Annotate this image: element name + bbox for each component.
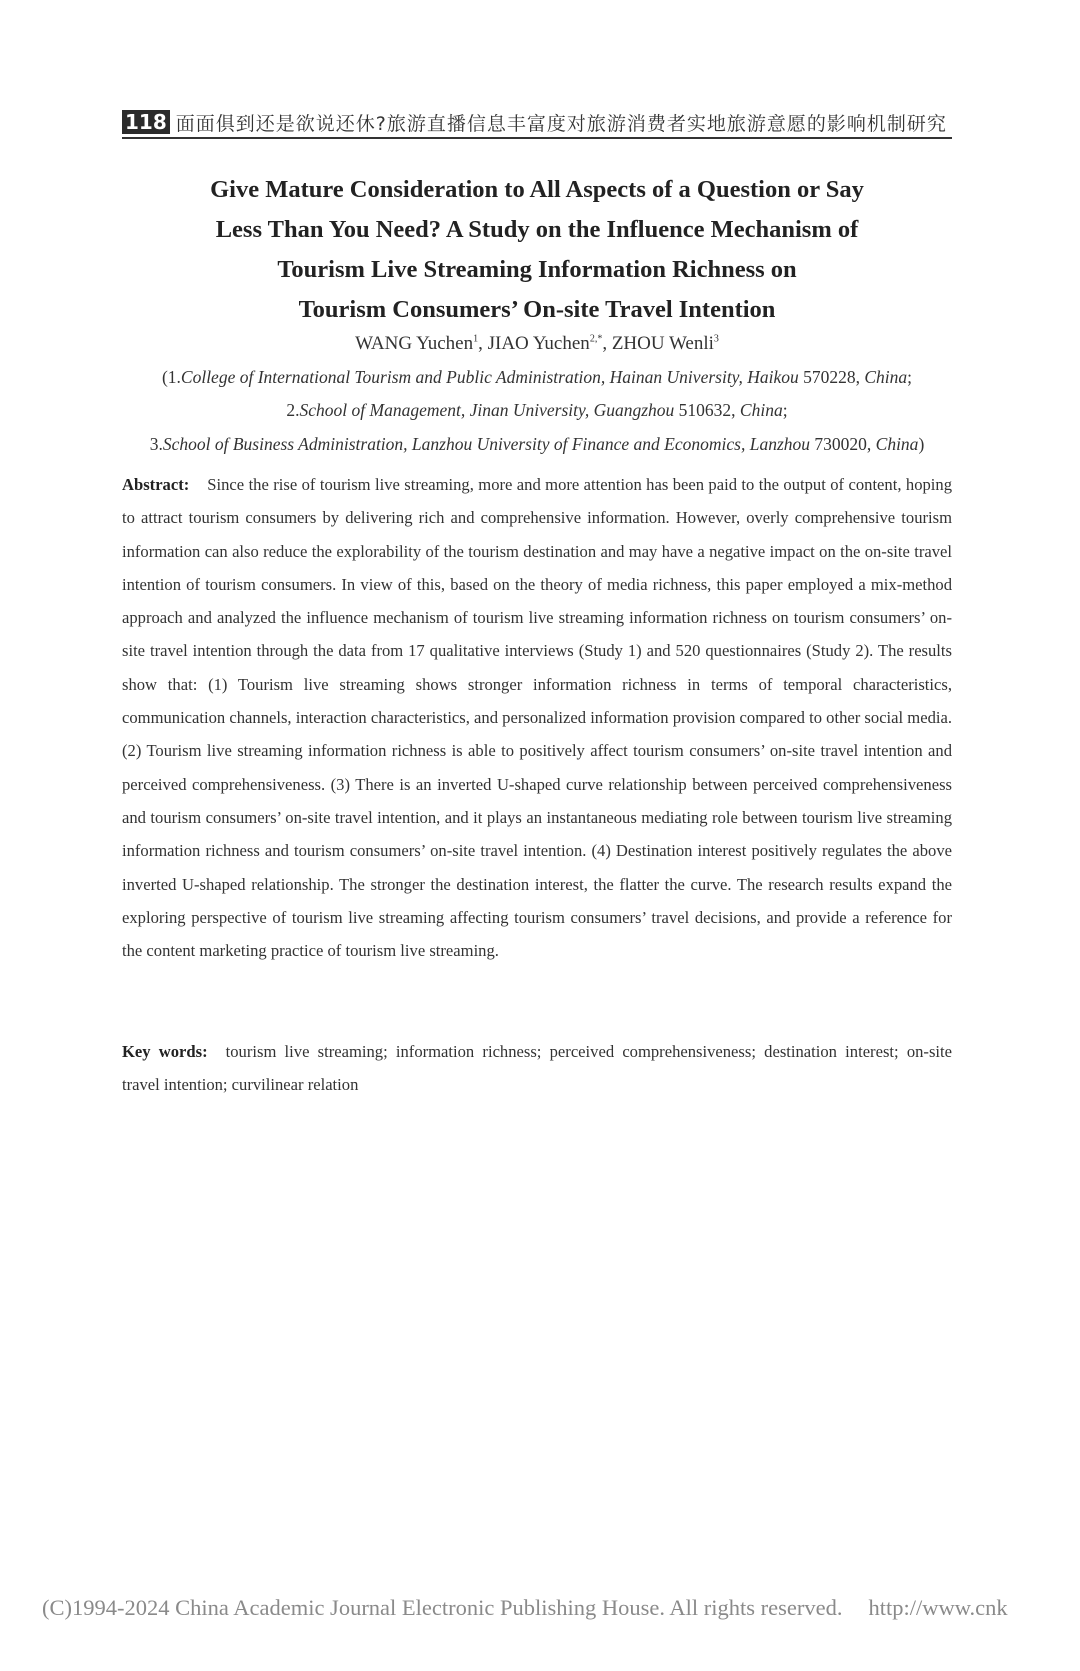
keywords-text: tourism live streaming; information richness; perceived comprehensiveness; destination interest; on-site travel intention; curvilinear relation [122,1042,952,1095]
affiliation-prefix: 2. [286,400,300,420]
abstract-label: Abstract: [122,475,190,494]
affiliation-prefix: 3. [149,434,163,454]
page-number: 118 [122,110,170,134]
abstract-text: Since the rise of tourism live streaming, more and more attention has been paid to the output of content, hoping to attract tourism consumers by delivering rich and comprehensive information. However, overly comprehensive tourism information can also reduce the explorability of the tourism destination and may have a negative impact on the on-site travel intention of tourism consumers. In view of this, based on the theory of media richness, this paper employed a mix-method approach and analyzed the influence mechanism of tourism live streaming information richness on tourism consumers’ on-site travel intention through the data from 17 qualitative interviews (Study 1) and 520 questionnaires (Study 2). The results show that: (1) Tourism live streaming shows stronger information richness in terms of temporal characteristics, communication channels, interaction characteristics, and personalized information provision compared to other social media. (2) Tourism live streaming information richness is able to positively affect tourism consumers’ on-site travel intention and perceived comprehensiveness. (3) There is an inverted U-shaped curve relationship between perceived comprehensiveness and tourism consumers’ on-site travel intention, and it plays an instantaneous mediating role between tourism live streaming information richness and tourism consumers’ on-site travel intention. (4) Destination interest positively regulates the above inverted U-shaped relationship. The stronger the destination interest, the flatter the curve. The research results expand the exploring perspective of tourism live streaming affecting tourism consumers’ travel decisions, and provide a reference for the content marketing practice of tourism live streaming. [122,475,952,961]
affiliation-1 [122,367,952,388]
affiliation-institution: College of International Tourism and Public Administration, Hainan University, Haikou [180,367,799,387]
copyright-footer [42,1588,1080,1628]
affiliation-institution: School of Management, Jinan University, Guangzhou [299,400,675,420]
affiliation-code: 570228, [798,367,865,387]
affiliation-suffix: ; [907,367,913,387]
author-affiliation-mark: 3 [713,333,719,345]
affiliation-3 [122,434,952,455]
footer-url: http://www.cnk [868,1595,1008,1620]
author-name: ZHOU Wenli [611,333,714,354]
author-separator: , [602,333,612,354]
author-name: WANG Yuchen [355,333,474,354]
affiliation-country: China [864,367,908,387]
affiliation-suffix: ) [918,434,925,454]
running-title: 面面俱到还是欲说还休?旅游直播信息丰富度对旅游消费者实地旅游意愿的影响机制研究 [175,112,947,135]
affiliation-institution: School of Business Administration, Lanzhou University of Finance and Economics, Lanzhou [162,434,811,454]
title-line: Give Mature Consideration to All Aspects of a Question or Say [210,176,864,203]
affiliation-country: China [739,400,783,420]
author-separator: , [478,333,488,354]
copyright-text: (C)1994-2024 China Academic Journal Electronic Publishing House. All rights reserved. [42,1595,843,1620]
affiliation-2 [122,400,952,421]
affiliation-prefix: (1. [161,367,181,387]
title-line: Less Than You Need? A Study on the Influence Mechanism of [215,216,859,243]
affiliation-country: China [875,434,919,454]
author-affiliation-mark: 1 [473,333,479,345]
title-line: Tourism Live Streaming Information Richness on [277,256,797,283]
running-header [122,107,952,139]
affiliation-suffix: ; [782,400,788,420]
affiliation-code: 730020, [810,434,876,454]
title-line: Tourism Consumers’ On-site Travel Intention [298,296,776,323]
keywords-label: Key words: [122,1042,208,1061]
affiliation-code: 510632, [674,400,740,420]
author-name: JIAO Yuchen [487,333,590,354]
keywords [122,1035,952,1102]
abstract [122,468,952,967]
author-list [122,333,952,355]
author-affiliation-mark: 2,* [589,333,603,345]
paper-title [122,170,952,330]
